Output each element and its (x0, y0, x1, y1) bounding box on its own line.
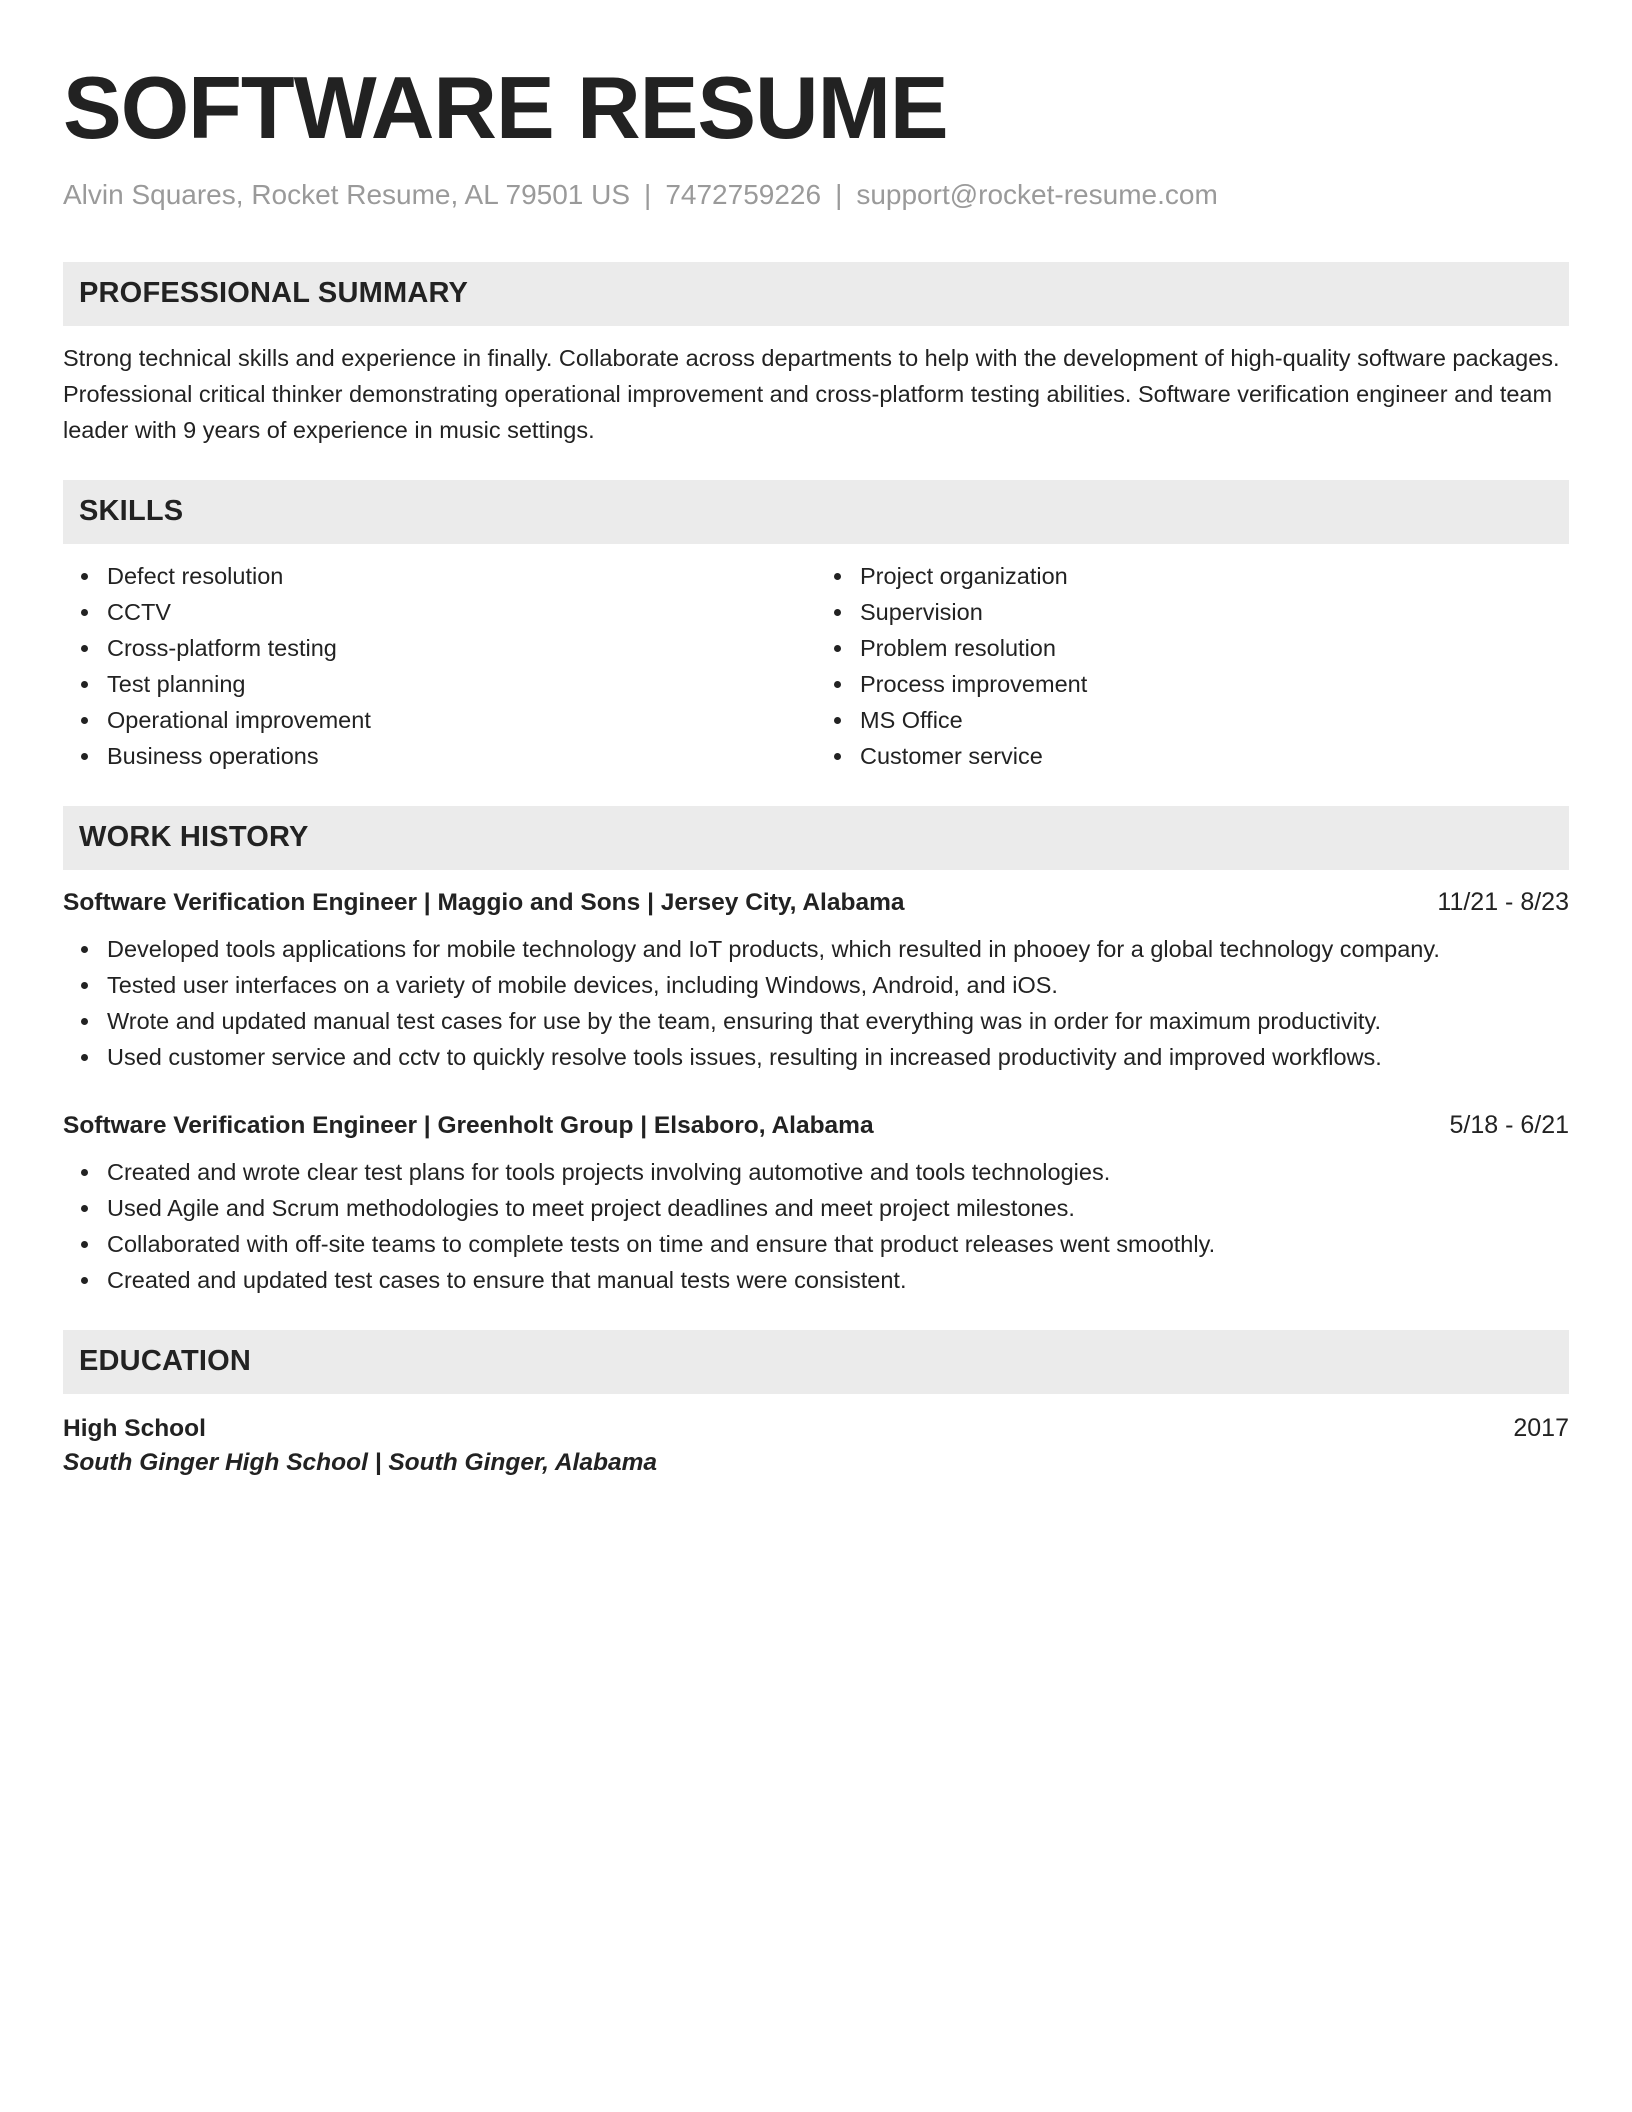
skill-item: MS Office (860, 702, 1569, 738)
job-header (63, 1111, 1569, 1140)
skill-item: Process improvement (860, 666, 1569, 702)
skills-grid (63, 558, 1569, 774)
contact-line (63, 178, 1569, 212)
work-section-heading: WORK HISTORY (63, 806, 1569, 870)
contact-email: support@rocket-resume.com (856, 179, 1218, 210)
education-degree: High School (63, 1414, 206, 1442)
job-title: Software Verification Engineer | Greenholt Group | Elsaboro, Alabama (63, 1111, 874, 1139)
contact-separator: | (835, 179, 843, 210)
job-dates: 5/18 - 6/21 (1449, 1110, 1569, 1139)
skill-item: Operational improvement (107, 702, 816, 738)
skill-item: Project organization (860, 558, 1569, 594)
skill-item: Defect resolution (107, 558, 816, 594)
skill-item: Cross-platform testing (107, 630, 816, 666)
job-bullets (63, 1154, 1569, 1298)
education-year: 2017 (1513, 1413, 1569, 1442)
job-dates: 11/21 - 8/23 (1437, 887, 1569, 916)
education-header (63, 1414, 1569, 1443)
skill-item: Supervision (860, 594, 1569, 630)
summary-text: Strong technical skills and experience in finally. Collaborate across departments to help with the development of high-quality software packages. Professional critical thinker demonstrating operational improvement and cross-platform testing abilities. Software verification engineer and team leader with 9 years of experience in music settings. (63, 344, 1560, 443)
job-bullet: Collaborated with off-site teams to complete tests on time and ensure that product releases went smoothly. (107, 1226, 1569, 1262)
skill-item: CCTV (107, 594, 816, 630)
job-bullet: Wrote and updated manual test cases for use by the team, ensuring that everything was in order for maximum productivity. (107, 1003, 1569, 1039)
skills-section-heading: SKILLS (63, 480, 1569, 544)
job-bullet: Created and updated test cases to ensure that manual tests were consistent. (107, 1262, 1569, 1298)
job-bullet: Tested user interfaces on a variety of mobile devices, including Windows, Android, and iOS. (107, 967, 1569, 1003)
skill-item: Customer service (860, 738, 1569, 774)
skill-item: Problem resolution (860, 630, 1569, 666)
job-entry (63, 888, 1569, 1075)
skills-list-right (816, 558, 1569, 774)
skills-list-left (63, 558, 816, 774)
contact-phone: 7472759226 (665, 179, 822, 210)
education-school: South Ginger High School | South Ginger, Alabama (63, 1448, 657, 1476)
job-header (63, 888, 1569, 917)
education-section-heading: EDUCATION (63, 1330, 1569, 1394)
resume-title: SOFTWARE RESUME (63, 58, 948, 157)
summary-section-heading: PROFESSIONAL SUMMARY (63, 262, 1569, 326)
contact-separator: | (644, 179, 652, 210)
skill-item: Business operations (107, 738, 816, 774)
job-bullet: Used Agile and Scrum methodologies to meet project deadlines and meet project milestones. (107, 1190, 1569, 1226)
job-bullets (63, 931, 1569, 1075)
job-bullet: Developed tools applications for mobile technology and IoT products, which resulted in phooey for a global technology company. (107, 931, 1569, 967)
job-entry (63, 1111, 1569, 1298)
contact-address: Alvin Squares, Rocket Resume, AL 79501 US (63, 179, 631, 210)
job-bullet: Created and wrote clear test plans for tools projects involving automotive and tools technologies. (107, 1154, 1569, 1190)
job-bullet: Used customer service and cctv to quickly resolve tools issues, resulting in increased productivity and improved workflows. (107, 1039, 1569, 1075)
skill-item: Test planning (107, 666, 816, 702)
job-title: Software Verification Engineer | Maggio and Sons | Jersey City, Alabama (63, 888, 905, 916)
